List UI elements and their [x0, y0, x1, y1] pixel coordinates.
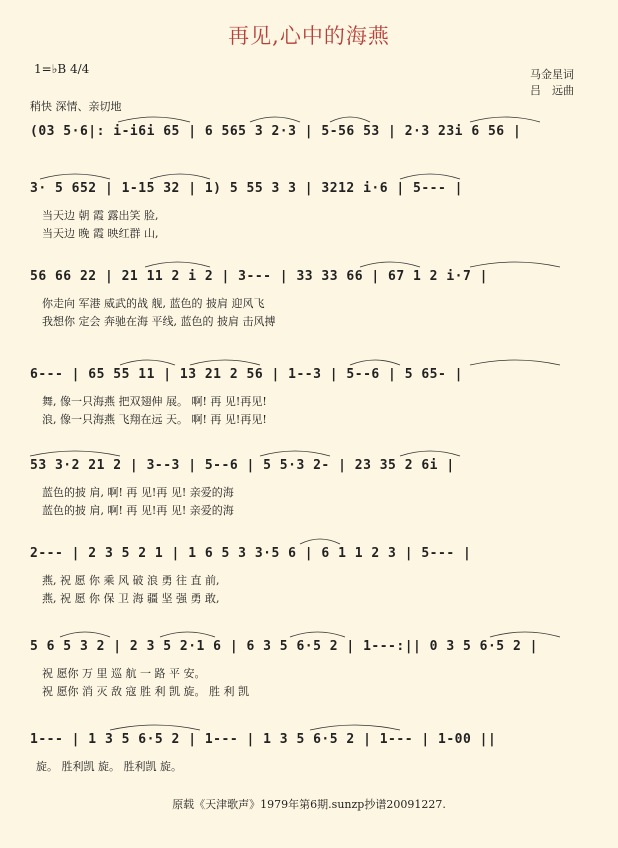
melody-line: 1--- | 1 3 5 6·5 2 | 1--- | 1 3 5 6·5 2 | 1--- | 1-00 || [30, 732, 497, 747]
slur [110, 725, 200, 730]
lyric-line: 祝 愿你 万 里 巡 航 一 路 平 安。 [42, 667, 206, 680]
lyric-line: 舞, 像一只海燕 把双翅伸 展。 啊! 再 见!再见! [42, 395, 267, 408]
slur [490, 632, 560, 637]
melody-line: 53 3·2 21 2 | 3--3 | 5--6 | 5 5·3 2- | 23 35 2 6i | [30, 458, 455, 473]
lyric-line: 浪, 像一只海燕 飞翔在远 天。 啊! 再 见!再见! [42, 413, 267, 426]
slur [160, 632, 215, 637]
slur [470, 360, 560, 365]
slur [310, 725, 400, 730]
slur [150, 174, 210, 179]
slur [350, 360, 400, 365]
slur [250, 117, 300, 122]
slur [360, 262, 420, 267]
slur [400, 451, 460, 456]
tempo-marking: 稍快 深情、亲切地 [30, 100, 122, 113]
lyric-line: 蓝色的披 肩, 啊! 再 见!再 见! 亲爱的海 [42, 486, 234, 499]
lyric-line: 我想你 定会 奔驰在海 平线, 蓝色的 披肩 击风搏 [42, 315, 276, 328]
melody-line: 3· 5 652 | 1-15 32 | 1) 5 55 3 3 | 3212 i·6 | 5--- | [30, 181, 463, 196]
slur [470, 117, 540, 122]
melody-line: 5 6 5 3 2 | 2 3 5 2·1 6 | 6 3 5 6·5 2 | 1---:|| 0 3 5 6·5 2 | [30, 639, 538, 654]
slur [118, 117, 190, 122]
slur [470, 262, 560, 267]
lyric-line: 当天边 朝 霞 露出笑 脸, [42, 209, 159, 222]
slur [120, 360, 175, 365]
key-signature: 1=♭B 4/4 [34, 62, 90, 76]
lyric-line: 祝 愿你 消 灭 敌 寇 胜 利 凯 旋。 胜 利 凯 [42, 685, 249, 698]
slur [145, 262, 210, 267]
melody-line: 6--- | 65 55 11 | 13 21 2 56 | 1--3 | 5--6 | 5 65- | [30, 367, 463, 382]
slur [60, 632, 110, 637]
lyric-line: 蓝色的披 肩, 啊! 再 见!再 见! 亲爱的海 [42, 504, 234, 517]
slur [190, 360, 260, 365]
slur [300, 539, 340, 544]
composer-credit: 吕 远曲 [530, 84, 574, 97]
source-note: 原载《天津歌声》1979年第6期.sunzp抄谱20091227. [172, 798, 446, 811]
melody-line: 2--- | 2 3 5 2 1 | 1 6 5 3 3·5 6 | 6 1 1 2 3 | 5--- | [30, 546, 472, 561]
melody-line: (03 5·6|: i-i6i 65 | 6 565 3 2·3 | 5-56 53 | 2·3 23i 6 56 | [30, 124, 522, 139]
slur [260, 451, 330, 456]
slur [330, 117, 370, 122]
slur [400, 174, 460, 179]
slur [290, 632, 345, 637]
melody-line: 56 66 22 | 21 11 2 i 2 | 3--- | 33 33 66 | 67 1 2 i·7 | [30, 269, 488, 284]
lyricist-credit: 马金星词 [530, 68, 574, 81]
song-title: 再见,心中的海燕 [228, 24, 390, 48]
lyric-line: 旋。 胜利凯 旋。 胜利凯 旋。 [36, 760, 182, 773]
slur [40, 174, 110, 179]
lyric-line: 你走向 军港 威武的战 舰, 蓝色的 披肩 迎风飞 [42, 297, 265, 310]
slur [30, 451, 120, 456]
lyric-line: 燕, 祝 愿 你 乘 风 破 浪 勇 往 直 前, [42, 574, 220, 587]
lyric-line: 当天边 晚 霞 映红群 山, [42, 227, 159, 240]
lyric-line: 燕, 祝 愿 你 保 卫 海 疆 坚 强 勇 敢, [42, 592, 220, 605]
